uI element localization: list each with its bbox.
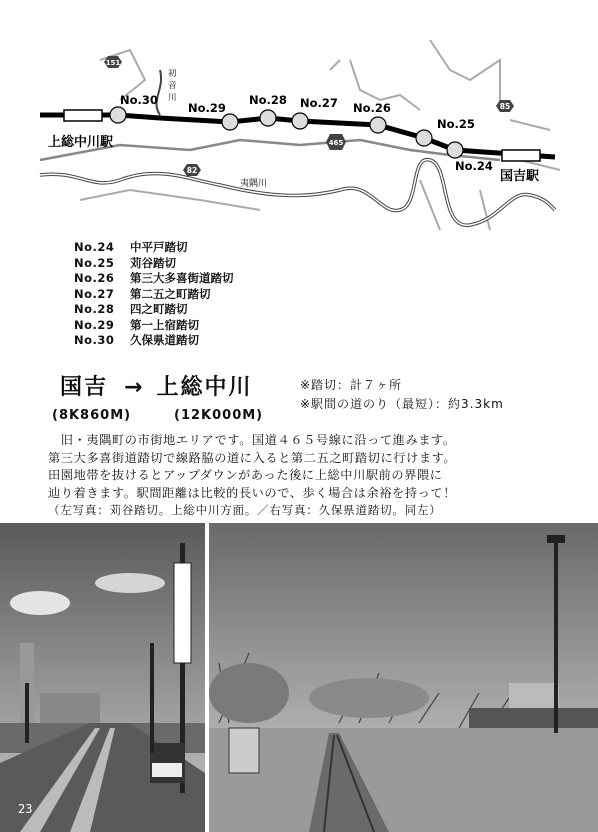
- note-crossings: ※踏切：計７ヶ所: [300, 378, 403, 392]
- crossing-number: No.26: [74, 271, 115, 285]
- title-from: 国吉: [60, 375, 109, 400]
- small-river-label-3: 川: [168, 93, 177, 103]
- title-arrow: →: [124, 375, 145, 400]
- crossing-number: No.24: [74, 240, 115, 254]
- small-river-label-1: 初: [168, 69, 177, 79]
- note-distance: ※駅間の道のり（最短）：約3.3km: [300, 397, 504, 411]
- km-to: (12K000M): [174, 408, 264, 423]
- body-line: 田園地帯を抜けるとアップダウンがあった後に上総中川駅前の界隈に: [48, 468, 443, 482]
- crossing-name: 中平戸踏切: [130, 240, 188, 254]
- crossing-number: No.29: [74, 317, 115, 332]
- photo-caption: （左写真：苅谷踏切。上総中川方面。／右写真：久保県道踏切。同左）: [48, 503, 442, 517]
- crossing-row: [74, 271, 234, 287]
- crossing-number: No.25: [74, 255, 115, 270]
- body-line: 旧・夷隅町の市街地エリアです。国道４６５号線に沿って進みます。: [48, 433, 456, 447]
- crossing-number: No.27: [74, 286, 115, 301]
- point-label-30: No.30: [120, 93, 158, 107]
- station-left-label: 上総中川駅: [48, 135, 114, 150]
- station-left-marker: [64, 110, 102, 121]
- page-number: 23: [18, 802, 33, 816]
- station-right-marker: [502, 150, 540, 161]
- route-map: [0, 0, 598, 240]
- route-151-label: 151: [105, 59, 121, 67]
- station-right-label: 国吉駅: [500, 169, 540, 184]
- crossing-number: No.28: [74, 302, 115, 316]
- crossing-name: 第二五之町踏切: [130, 286, 211, 301]
- crossing-number: No.30: [74, 333, 115, 347]
- crossing-row: [74, 302, 234, 318]
- section-title: [60, 370, 252, 401]
- crossing-row: [74, 287, 234, 303]
- main-river-label: 夷隅川: [240, 179, 268, 189]
- point-label-29: No.29: [188, 101, 226, 115]
- crossing-name: 第三大多喜街道踏切: [130, 271, 234, 285]
- point-label-25: No.25: [437, 117, 475, 131]
- crossing-row: [74, 318, 234, 334]
- crossing-row: [74, 240, 234, 256]
- title-to: 上総中川: [156, 375, 253, 400]
- body-text: [48, 432, 568, 502]
- body-line: 第三大多喜街道踏切で線路脇の道に入ると第二五之町踏切に行けます。: [48, 450, 457, 465]
- body-line: 辿り着きます。駅間距離は比較的長いので、歩く場合は余裕を持って！: [48, 485, 456, 500]
- crossing-row: [74, 333, 234, 349]
- route-465-label: 465: [328, 139, 344, 147]
- route-85-label: 85: [499, 102, 511, 111]
- photo-right: [209, 523, 598, 832]
- crossing-name: 久保県道踏切: [130, 333, 199, 347]
- point-label-27: No.27: [300, 96, 338, 110]
- photo-left: [0, 523, 205, 832]
- km-from: (8K860M): [52, 408, 132, 423]
- route-82-label: 82: [186, 166, 198, 175]
- crossing-name: 苅谷踏切: [130, 255, 176, 270]
- crossing-name: 第一上宿踏切: [130, 317, 199, 332]
- small-river-label-2: 音: [168, 81, 177, 91]
- point-label-26: No.26: [353, 101, 391, 115]
- crossing-list: [74, 240, 234, 349]
- crossing-row: [74, 256, 234, 272]
- point-label-24: No.24: [455, 159, 493, 173]
- crossing-name: 四之町踏切: [130, 302, 188, 316]
- point-label-28: No.28: [249, 93, 287, 107]
